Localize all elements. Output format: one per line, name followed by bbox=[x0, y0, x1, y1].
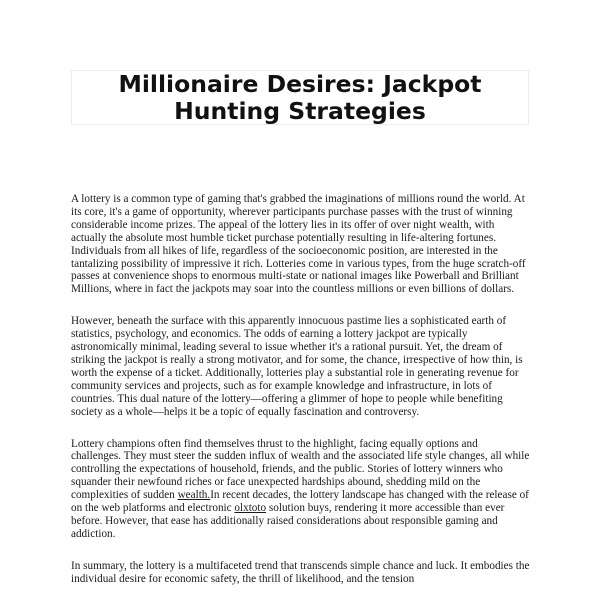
wealth-link[interactable]: wealth. bbox=[177, 489, 211, 502]
paragraph-1: A lottery is a common type of gaming that's grabbed the imaginations of millions round the world. At its core, it's a game of opportunity, wherever participants purchase passes with the trust of winning considerable income prizes. The appeal of the lottery lies in its offer of over night wealth, with actually the absolute most humble ticket purchase potentially resulting in life-altering fortunes. Individuals from all hikes of life, regardless of the socioeconomic position, are interested in the tantalizing possibility of impressive it rich. Lotteries come in various types, from the huge scratch-off passes at convenience shops to enormous multi-state or national images like Powerball and Brilliant Millions, where in fact the jackpots may soar into the countless millions or even billions of dollars. bbox=[71, 193, 526, 296]
paragraph-3-text-after: solution buys, rendering it more accessible than ever before. However, that ease has additionally raised considerations about responsible gaming and addiction. bbox=[71, 502, 505, 540]
title-box bbox=[71, 70, 529, 125]
paragraph-4: In summary, the lottery is a multifaceted trend that transcends simple chance and luck. It embodies the individual desire for economic safety, the thrill of likelihood, and the tension bbox=[71, 559, 530, 585]
olxtoto-link[interactable]: olxtoto bbox=[234, 502, 267, 515]
paragraph-3-text-middle: In recent decades, the lottery landscape has changed with the release of on the web platforms and electronic bbox=[71, 489, 529, 515]
paragraph-3 bbox=[71, 438, 530, 541]
paragraph-3-text-before: Lottery champions often find themselves thrust to the highlight, facing equally options and challenges. They must steer the sudden influx of wealth and the associated life style changes, all while controlling the expectations of household, friends, and the public. Stories of lottery winners who squander their newfound riches or face unexpected hardships abound, shedding mild on the complexities of sudden bbox=[71, 437, 530, 502]
page-title: Millionaire Desires: Jackpot Hunting Strategies bbox=[118, 69, 482, 125]
paragraph-2: However, beneath the surface with this apparently innocuous pastime lies a sophisticated earth of statistics, psychology, and economics. The odds of earning a lottery jackpot are typically astronomically minimal, leading several to issue whether it's a rational pursuit. Yet, the dream of striking the jackpot is really a strong motivator, and for some, the chance, irrespective of how thin, is worth the expense of a ticket. Additionally, lotteries play a substantial role in generating revenue for community services and projects, such as for example knowledge and infrastructure, in lots of countries. This dual nature of the lottery—offering a glimmer of hope to people while benefiting society as a whole—helps it be a topic of equally fascination and controversy. bbox=[71, 315, 523, 418]
article-body bbox=[71, 193, 530, 600]
